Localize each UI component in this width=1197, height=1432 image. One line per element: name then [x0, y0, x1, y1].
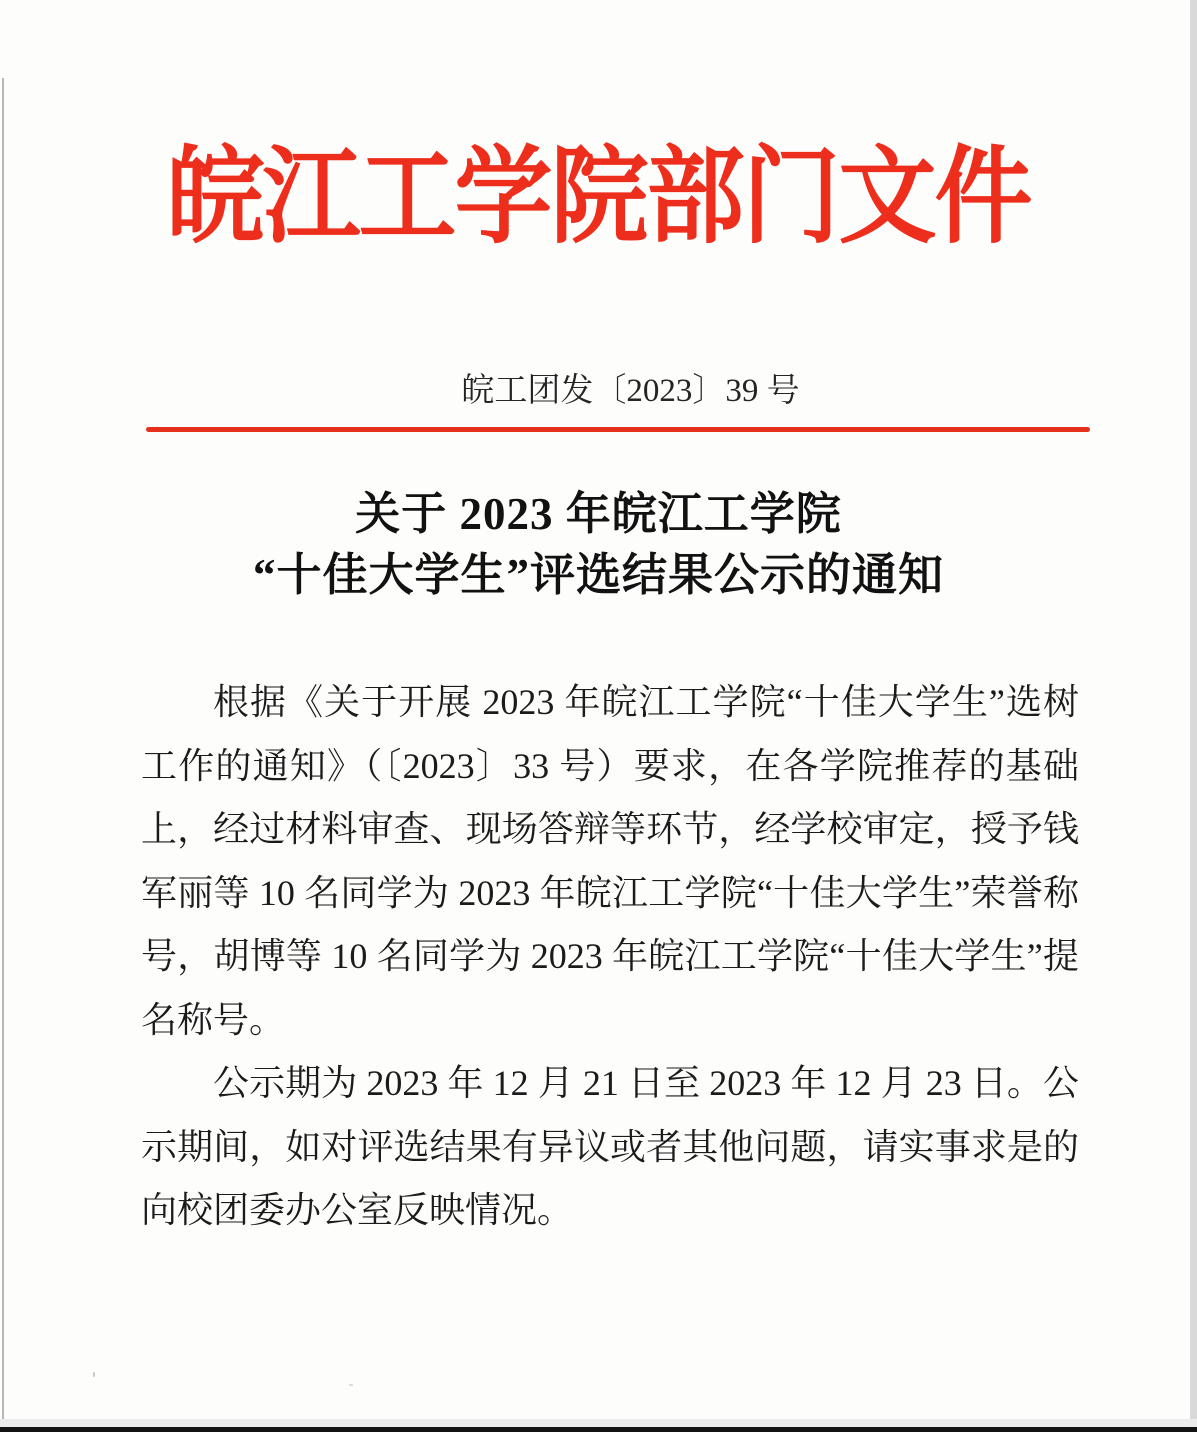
body-paragraph-1: 根据《关于开展 2023 年皖江工学院“十佳大学生”选树工作的通知》（〔2023〕33 号）要求，在各学院推荐的基础上，经过材料审查、现场答辩等环节，经学校审定，授予钱军丽等 10 名同学为 2023 年皖江工学院“十佳大学生”荣誉称号，胡博等 10 名同学为 2023 年皖江工学院“十佳大学生”提名称号。: [141, 682, 1079, 1040]
scan-edge-left-line: [2, 78, 4, 1426]
notice-title-line-2: “十佳大学生”评选结果公示的通知: [252, 550, 944, 600]
document-body: [141, 671, 1079, 1243]
scan-speck: [93, 1372, 95, 1377]
document-number: 皖工团发〔2023〕39 号: [461, 373, 800, 409]
scan-edge-bottom-gray: [0, 1419, 1197, 1427]
scan-edge-bottom-black: [0, 1427, 1197, 1432]
scan-edge-right-strip: [1190, 0, 1197, 1432]
scan-speck: [349, 1384, 353, 1386]
masthead-title: 皖江工学院部门文件: [166, 140, 1031, 257]
notice-title-line-1: 关于 2023 年皖江工学院: [355, 489, 842, 539]
red-separator-rule: [146, 427, 1090, 432]
notice-title: [0, 484, 1197, 606]
body-paragraph-2: 公示期为 2023 年 12 月 21 日至 2023 年 12 月 23 日。公示期间，如对评选结果有异议或者其他问题，请实事求是的向校团委办公室反映情况。: [141, 1063, 1079, 1230]
